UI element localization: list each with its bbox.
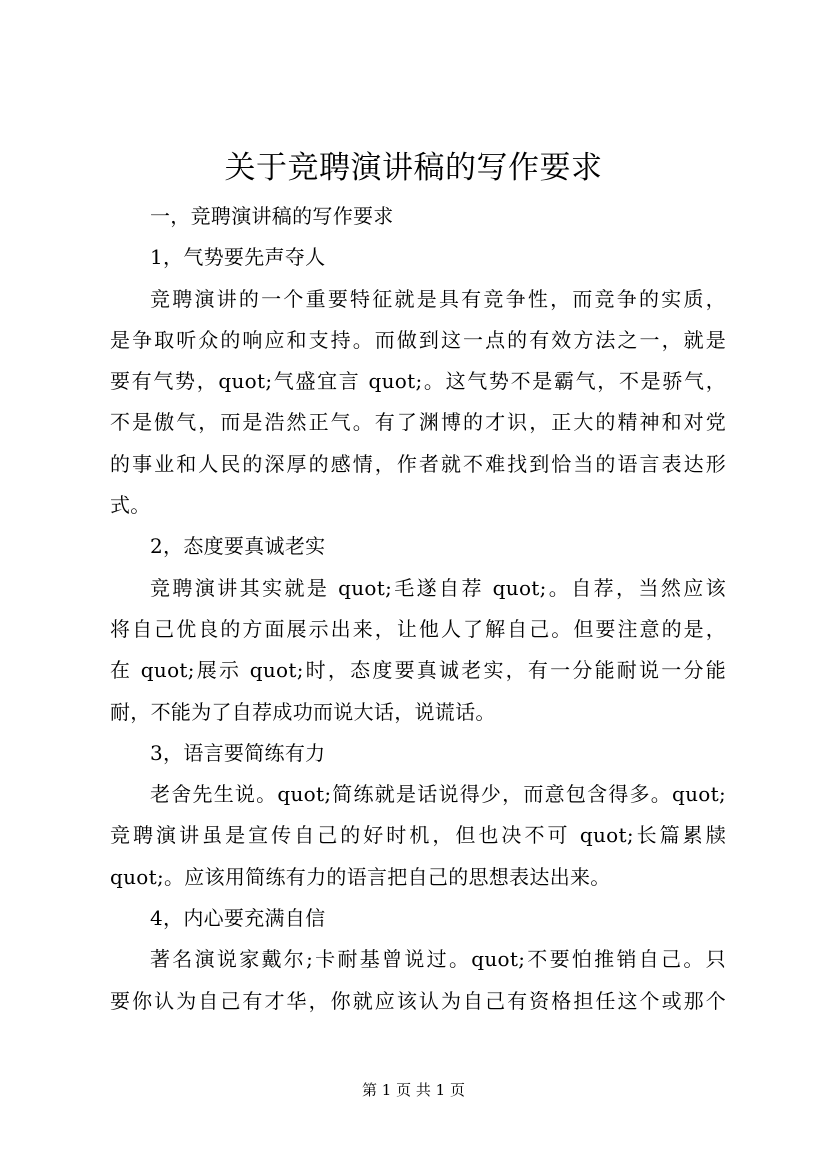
paragraph-line: 著名演说家戴尔;卡耐基曾说过。quot;不要怕推销自己。只 bbox=[150, 947, 726, 972]
section-heading: 2，态度要真诚老实 bbox=[150, 534, 326, 559]
paragraph-line: 竞聘演讲虽是宣传自己的好时机，但也决不可 quot;长篇累牍 bbox=[110, 823, 726, 848]
section-heading: 3，语言要简练有力 bbox=[150, 740, 326, 765]
section-heading: 1，气势要先声夺人 bbox=[150, 245, 326, 270]
paragraph-line: 是争取听众的响应和支持。而做到这一点的有效方法之一，就是 bbox=[110, 327, 726, 352]
paragraph-line: 老舍先生说。quot;简练就是话说得少，而意包含得多。quot; bbox=[150, 782, 726, 807]
document-body bbox=[110, 196, 726, 1022]
paragraph-line: 式。 bbox=[110, 493, 151, 518]
document-title: 关于竞聘演讲稿的写作要求 bbox=[224, 150, 603, 186]
paragraph-line: 耐，不能为了自荐成功而说大话，说谎话。 bbox=[110, 699, 496, 724]
section-heading: 一，竞聘演讲稿的写作要求 bbox=[150, 204, 394, 228]
paragraph-line: 的事业和人民的深厚的感情，作者就不难找到恰当的语言表达形 bbox=[110, 451, 726, 476]
paragraph-line: 竞聘演讲的一个重要特征就是具有竞争性，而竞争的实质， bbox=[150, 286, 726, 311]
paragraph-line: 在 quot;展示 quot;时，态度要真诚老实，有一分能耐说一分能 bbox=[110, 658, 726, 683]
paragraph-line: quot;。应该用简练有力的语言把自己的思想表达出来。 bbox=[110, 864, 611, 889]
paragraph-line: 要你认为自己有才华，你就应该认为自己有资格担任这个或那个 bbox=[110, 988, 726, 1013]
paragraph-line: 要有气势，quot;气盛宜言 quot;。这气势不是霸气，不是骄气， bbox=[110, 369, 726, 394]
paragraph-line: 竞聘演讲其实就是 quot;毛遂自荐 quot;。自荐，当然应该 bbox=[150, 575, 726, 600]
page-footer: 第 1 页 共 1 页 bbox=[362, 1081, 465, 1099]
paragraph-line: 将自己优良的方面展示出来，让他人了解自己。但要注意的是， bbox=[110, 616, 726, 641]
paragraph-line: 不是傲气，而是浩然正气。有了渊博的才识，正大的精神和对党 bbox=[110, 410, 726, 435]
section-heading: 4，内心要充满自信 bbox=[150, 906, 326, 931]
